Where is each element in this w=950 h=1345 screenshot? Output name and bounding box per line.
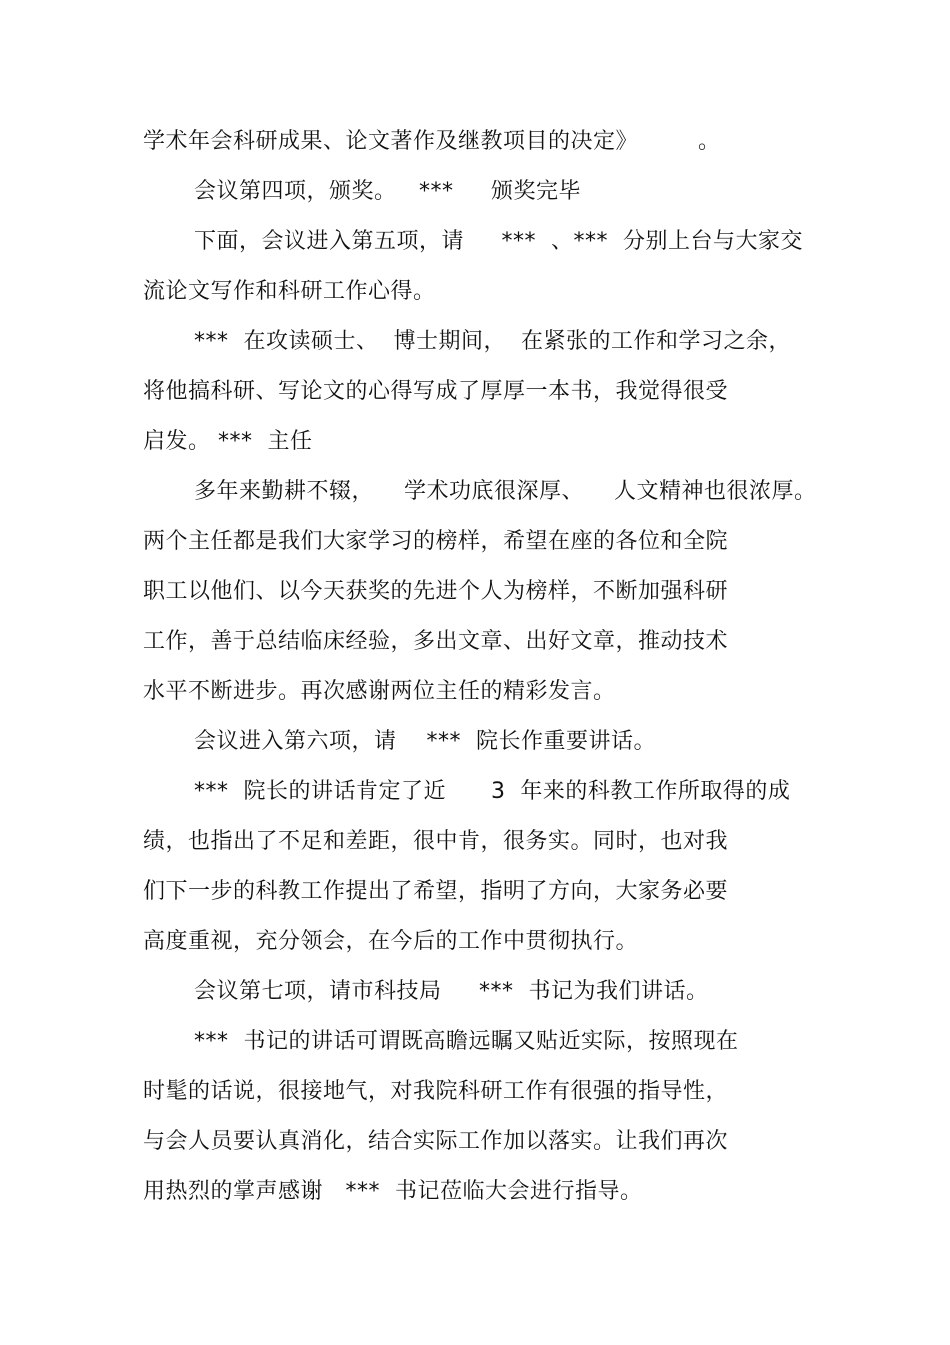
text-line: 学术年会科研成果、论文著作及继教项目的决定》 。 (143, 129, 721, 154)
text-line: 多年来勤耕不辍， 学术功底很深厚、 人文精神也很浓厚。 (194, 479, 817, 504)
text-line: 水平不断进步。再次感谢两位主任的精彩发言。 (143, 679, 616, 704)
text-line: 启发。 *** 主任 (143, 429, 313, 454)
text-line: 流论文写作和科研工作心得。 (143, 279, 436, 304)
text-line: 们下一步的科教工作提出了希望，指明了方向，大家务必要 (143, 879, 729, 904)
text-line: *** 院长的讲话肯定了近 3 年来的科教工作所取得的成 (194, 779, 791, 804)
text-line: 高度重视，充分领会，在今后的工作中贯彻执行。 (143, 929, 639, 954)
text-line: *** 在攻读硕士、 博士期间， 在紧张的工作和学习之余， (194, 329, 791, 354)
text-line: 会议第四项，颁奖。 *** 颁奖完毕 (194, 179, 581, 204)
text-line: 下面，会议进入第五项，请 *** 、*** 分别上台与大家交 (194, 229, 803, 254)
text-line: 与会人员要认真消化，结合实际工作加以落实。让我们再次 (143, 1129, 729, 1154)
text-line: 职工以他们、以今天获奖的先进个人为榜样，不断加强科研 (143, 579, 729, 604)
text-line: 时髦的话说，很接地气，对我院科研工作有很强的指导性， (143, 1079, 729, 1104)
text-line: 绩，也指出了不足和差距，很中肯，很务实。同时，也对我 (143, 829, 729, 854)
text-line: 将他搞科研、写论文的心得写成了厚厚一本书，我觉得很受 (143, 379, 729, 404)
text-line: 两个主任都是我们大家学习的榜样，希望在座的各位和全院 (143, 529, 729, 554)
text-line: 工作，善于总结临床经验，多出文章、出好文章，推动技术 (143, 629, 729, 654)
text-line: 会议第七项，请市科技局 *** 书记为我们讲话。 (194, 979, 709, 1004)
text-line: 用热烈的掌声感谢 *** 书记莅临大会进行指导。 (143, 1179, 643, 1204)
text-line: 会议进入第六项，请 *** 院长作重要讲话。 (194, 729, 656, 754)
text-line: *** 书记的讲话可谓既高瞻远瞩又贴近实际，按照现在 (194, 1029, 739, 1054)
